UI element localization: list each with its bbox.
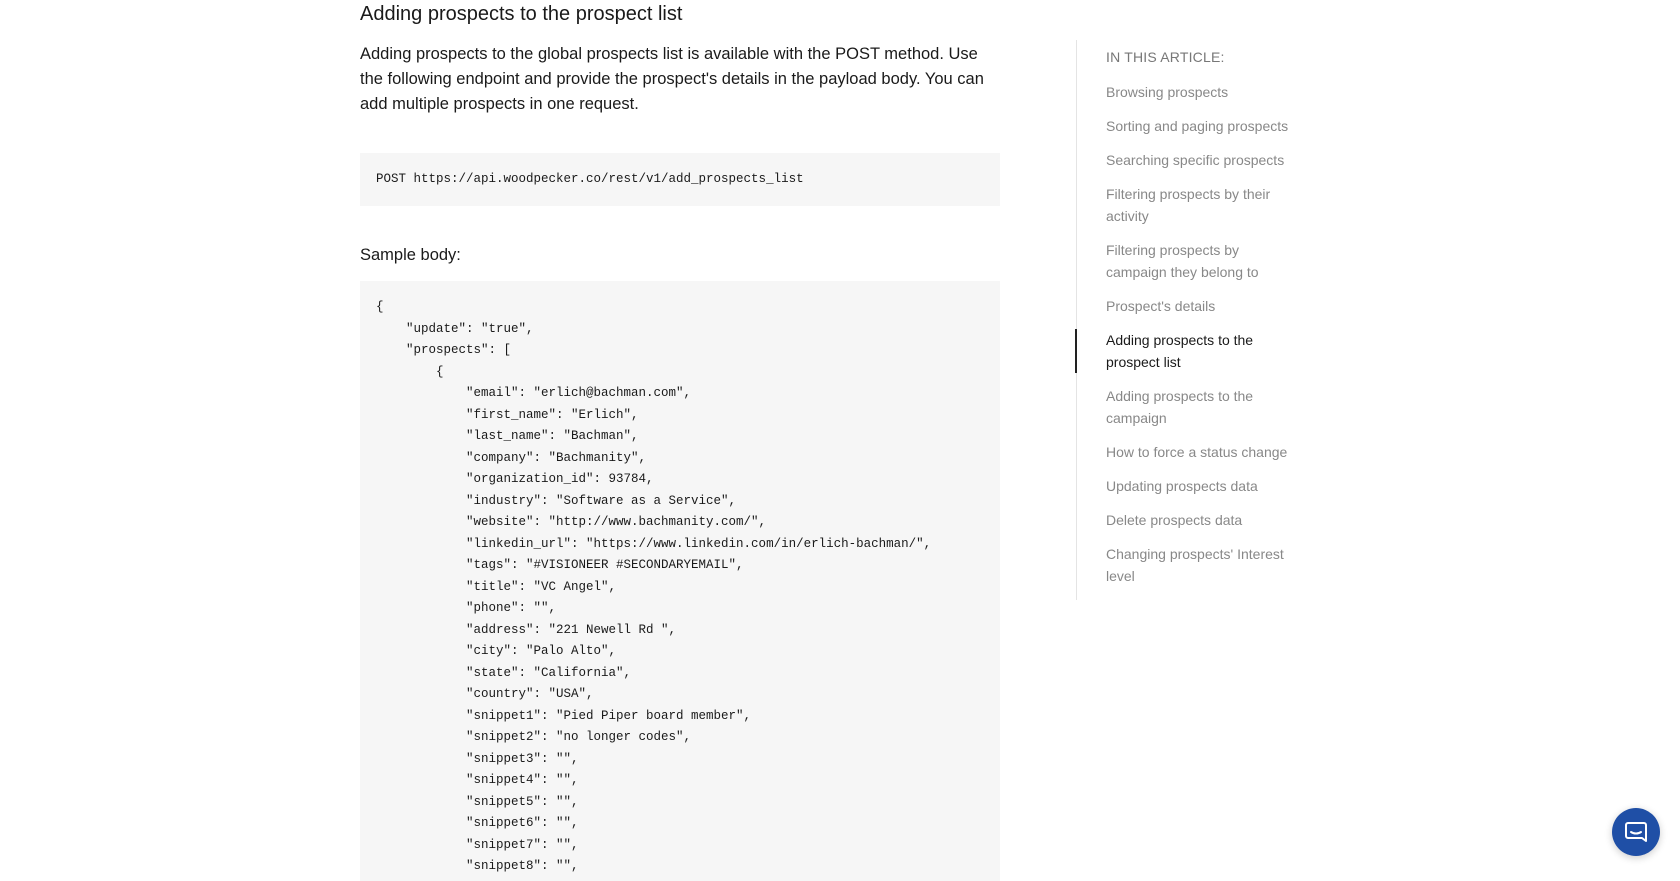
code-line: "snippet4": "", [376,773,579,787]
toc-item[interactable]: Changing prospects' Interest level [1106,546,1284,584]
code-line: "organization_id": 93784, [376,472,654,486]
toc-item[interactable]: Adding prospects to the prospect list [1077,329,1291,373]
section-title: Adding prospects to the prospect list [360,3,683,25]
code-line: "country": "USA", [376,687,594,701]
code-line: "linkedin_url": "https://www.linkedin.com/in/erlich-bachman/", [376,536,932,551]
toc-item[interactable]: Sorting and paging prospects [1106,118,1289,134]
toc-item[interactable]: Filtering prospects by their activity [1106,186,1271,224]
code-line: "email": "erlich@bachman.com", [376,386,692,400]
chat-launcher-button[interactable] [1612,808,1660,856]
toc-item[interactable]: How to force a status change [1106,444,1288,460]
toc-item[interactable]: Searching specific prospects [1106,152,1285,168]
code-line: "snippet3": "", [376,751,579,766]
code-line: "address": "221 Newell Rd ", [376,622,677,637]
toc-item[interactable]: Prospect's details [1106,298,1216,314]
code-line: "snippet5": "", [376,794,579,809]
code-line: "snippet6": "", [376,816,579,830]
toc-item[interactable]: Delete prospects data [1106,512,1243,528]
code-line: "snippet2": "no longer codes", [376,730,692,744]
code-line: "state": "California", [376,665,632,680]
code-line: "city": "Palo Alto", [376,644,617,658]
code-line: "snippet8": "", [376,859,579,873]
code-line: "industry": "Software as a Service", [376,493,737,508]
code-line: "first_name": "Erlich", [376,407,639,422]
toc-item[interactable]: Adding prospects to the campaign [1106,388,1254,426]
code-line: "tags": "#VISIONEER #SECONDARYEMAIL", [376,558,744,572]
code-line: "company": "Bachmanity", [376,450,647,465]
code-line: "update": "true", [376,321,534,336]
toc-item[interactable]: Filtering prospects by campaign they belong to [1106,242,1259,280]
intro-paragraph: Adding prospects to the global prospects list is available with the POST method. Use the following endpoint and provide the prospect's details in the payload body. You can add multiple prospects in one request. [360,45,984,113]
table-of-contents [1076,40,1297,600]
sample-body-label: Sample body: [360,246,461,264]
endpoint-code-block[interactable]: POST https://api.woodpecker.co/rest/v1/add_prospects_list [360,153,1000,206]
code-line: { [376,300,384,314]
toc-item[interactable]: Browsing prospects [1106,84,1229,100]
sample-body-code-block[interactable] [360,281,1000,881]
code-line: "last_name": "Bachman", [376,429,639,443]
toc-list [1077,81,1297,599]
code-line: "snippet7": "", [376,837,579,852]
code-line: "website": "http://www.bachmanity.com/", [376,515,767,529]
code-line: "prospects": [ [376,343,512,357]
toc-item[interactable]: Updating prospects data [1106,478,1258,494]
code-line: "phone": "", [376,601,557,615]
code-line: "snippet1": "Pied Piper board member", [376,708,752,723]
chat-icon [1624,820,1648,844]
code-line: { [376,364,444,379]
code-line: "title": "VC Angel", [376,579,617,594]
toc-heading: IN THIS ARTICLE: [1106,49,1225,65]
